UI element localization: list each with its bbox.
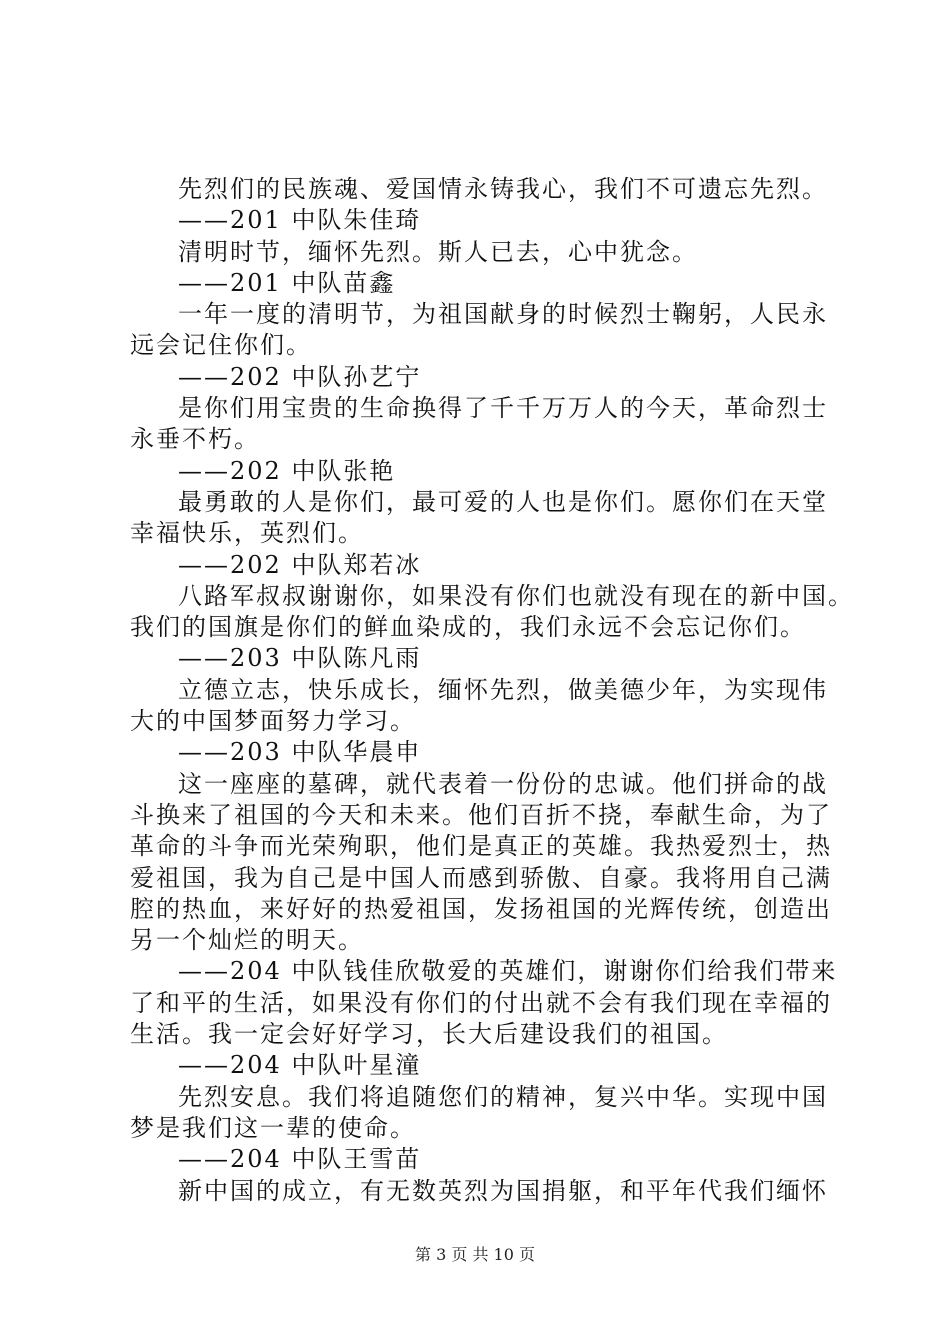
text-line: 先烈们的民族魂、爱国情永铸我心，我们不可遗忘先烈。	[178, 175, 828, 203]
text-line: 清明时节，缅怀先烈。斯人已去，心中犹念。	[178, 237, 698, 266]
text-line: 我们的国旗是你们的鲜血染成的，我们永远不会忘记你们。	[130, 613, 806, 642]
text-line: ——202 中队孙艺宁	[178, 362, 422, 391]
text-line: 先烈安息。我们将追随您们的精神，复兴中华。实现中国	[178, 1082, 828, 1111]
text-line: ——204 中队王雪苗	[178, 1145, 422, 1174]
text-line: 永垂不朽。	[130, 425, 260, 454]
text-line: ——202 中队郑若冰	[178, 550, 422, 579]
text-line: 大的中国梦面努力学习。	[130, 707, 416, 736]
text-line: 幸福快乐，英烈们。	[130, 519, 364, 548]
text-line: ——201 中队朱佳琦	[178, 206, 422, 235]
text-line: ——203 中队陈凡雨	[178, 644, 422, 673]
text-line: ——201 中队苗鑫	[178, 268, 396, 297]
text-line: 一年一度的清明节，为祖国献身的时候烈士鞠躬，人民永	[178, 300, 828, 329]
text-line: 立德立志，快乐成长，缅怀先烈，做美德少年，为实现伟	[178, 675, 828, 704]
text-line: 腔的热血，来好好的热爱祖国，发扬祖国的光辉传统，创造出	[130, 894, 832, 923]
text-line: 八路军叔叔谢谢你，如果没有你们也就没有现在的新中国。	[178, 581, 854, 610]
text-line: 生活。我一定会好好学习，长大后建设我们的祖国。	[130, 1020, 728, 1049]
text-line: 远会记住你们。	[130, 331, 312, 360]
text-line: ——202 中队张艳	[178, 456, 396, 485]
page-footer: 第 3 页 共 10 页	[415, 1245, 535, 1264]
text-line: ——203 中队华晨申	[178, 738, 422, 767]
text-line: 了和平的生活，如果没有你们的付出就不会有我们现在幸福的	[130, 988, 832, 1017]
text-line: 新中国的成立，有无数英烈为国捐躯，和平年代我们缅怀	[178, 1176, 828, 1205]
text-line: 斗换来了祖国的今天和未来。他们百折不挠，奉献生命，为了	[130, 800, 832, 829]
text-line: 最勇敢的人是你们，最可爱的人也是你们。愿你们在天堂	[178, 487, 828, 516]
document-body	[130, 174, 854, 1207]
text-line: 另一个灿烂的明天。	[130, 926, 364, 955]
text-line: 是你们用宝贵的生命换得了千千万万人的今天，革命烈士	[178, 394, 828, 423]
text-line: 革命的斗争而光荣殉职，他们是真正的英雄。我热爱烈士，热	[130, 832, 832, 861]
text-line: 爱祖国，我为自己是中国人而感到骄傲、自豪。我将用自己满	[130, 863, 832, 892]
text-line: 这一座座的墓碑，就代表着一份份的忠诚。他们拼命的战	[178, 769, 828, 798]
text-line: ——204 中队叶星潼	[178, 1051, 422, 1080]
text-line: 梦是我们这一辈的使命。	[130, 1113, 416, 1142]
text-line: ——204 中队钱佳欣敬爱的英雄们，谢谢你们给我们带来	[178, 957, 838, 986]
